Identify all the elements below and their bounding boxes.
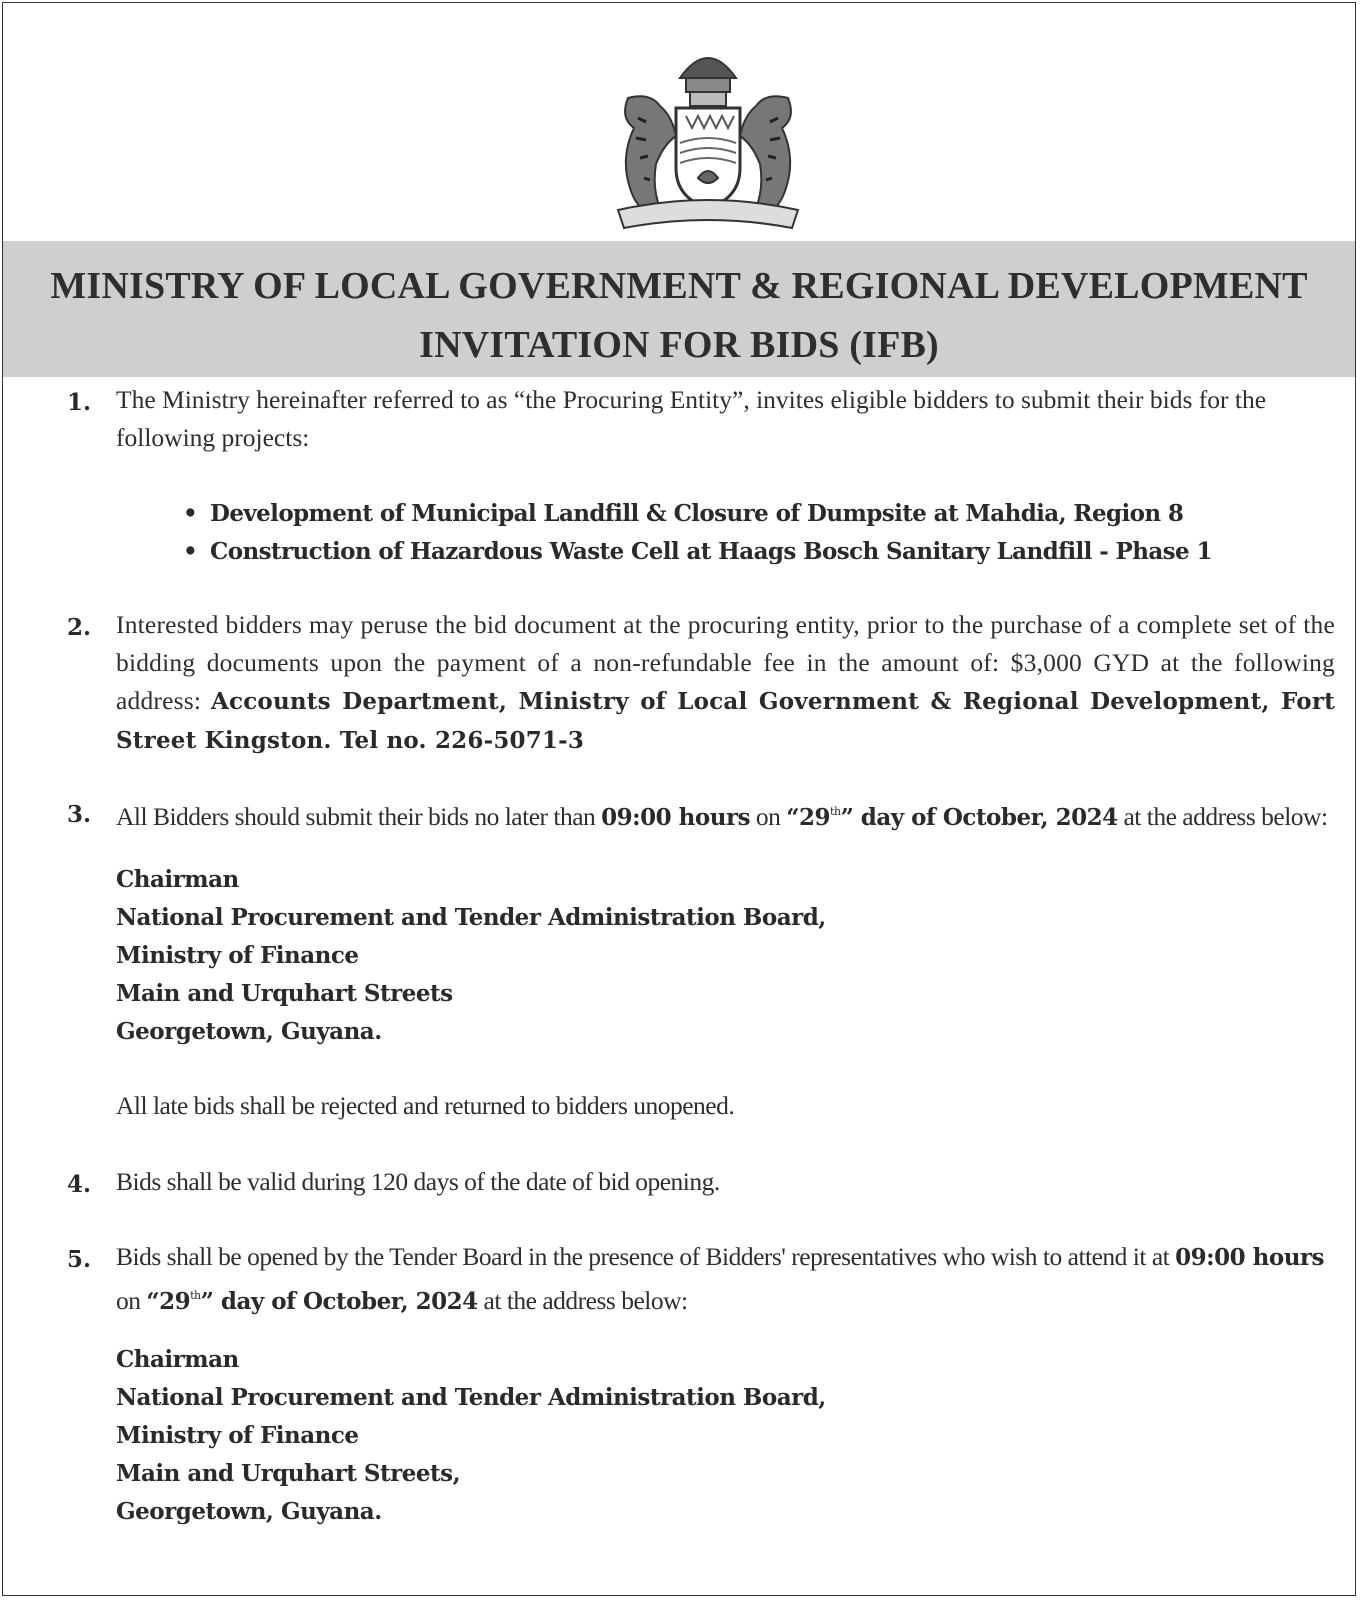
item-4-number: 4. xyxy=(67,1171,92,1198)
deadline-date: “29th” day of October, 2024 xyxy=(786,804,1118,831)
item-3-text: All Bidders should submit their bids no later than 09:00 hours on “29th” day of October, 2024 at the address below: xyxy=(116,802,1328,831)
item-1-text: The Ministry hereinafter referred to as “the Procuring Entity”, invites eligible bidders to submit their bids for the following projects: xyxy=(116,385,1267,452)
document-title: INVITATION FOR BIDS (IFB) xyxy=(419,324,939,366)
header-banner xyxy=(3,241,1355,377)
opening-time: 09:00 hours xyxy=(1175,1244,1325,1271)
item-5-text: Bids shall be opened by the Tender Board in the presence of Bidders' representatives who wish to attend it at 09:00 hours on “29th” day of October, 2024 at the address below: xyxy=(116,1242,1325,1315)
item-4-text: Bids shall be valid during 120 days of the date of bid opening. xyxy=(116,1167,720,1196)
fee-address: Accounts Department, Ministry of Local Government & Regional Development, Fort Street Kingston. Tel no. 226-5071-3 xyxy=(116,688,1335,754)
opening-address: Chairman National Procurement and Tender Administration Board, Ministry of Finance Main and Urquhart Streets, Georgetown, Guyana. xyxy=(116,1346,826,1525)
item-5-number: 5. xyxy=(67,1246,92,1273)
item-3-number: 3. xyxy=(67,801,92,828)
ministry-name: MINISTRY OF LOCAL GOVERNMENT & REGIONAL DEVELOPMENT xyxy=(50,265,1308,307)
item-2-number: 2. xyxy=(67,614,92,641)
project-item-1: • Development of Municipal Landfill & Closure of Dumpsite at Mahdia, Region 8 xyxy=(188,500,1183,527)
deadline-time: 09:00 hours xyxy=(601,804,751,831)
ifb-notice xyxy=(2,2,1356,1596)
submission-address: Chairman National Procurement and Tender Administration Board, Ministry of Finance Main and Urquhart Streets Georgetown, Guyana. xyxy=(116,866,826,1045)
late-bids-note: All late bids shall be rejected and returned to bidders unopened. xyxy=(116,1091,735,1120)
item-1-number: 1. xyxy=(67,389,92,416)
opening-date: “29th” day of October, 2024 xyxy=(146,1288,478,1315)
item-2-text: Interested bidders may peruse the bid document at the procuring entity, prior to the purchase of a complete set of the bidding documents upon the payment of a non-refundable fee in the amount of: $3,000 GYD at the following address: Accounts Department, Ministry of Local Government & Regional Development, Fort Street Kingston. Tel no. 226-5071-3 xyxy=(116,610,1335,754)
coat-of-arms-emblem xyxy=(608,38,808,234)
project-item-2: • Construction of Hazardous Waste Cell at Haags Bosch Sanitary Landfill - Phase 1 xyxy=(188,538,1212,565)
